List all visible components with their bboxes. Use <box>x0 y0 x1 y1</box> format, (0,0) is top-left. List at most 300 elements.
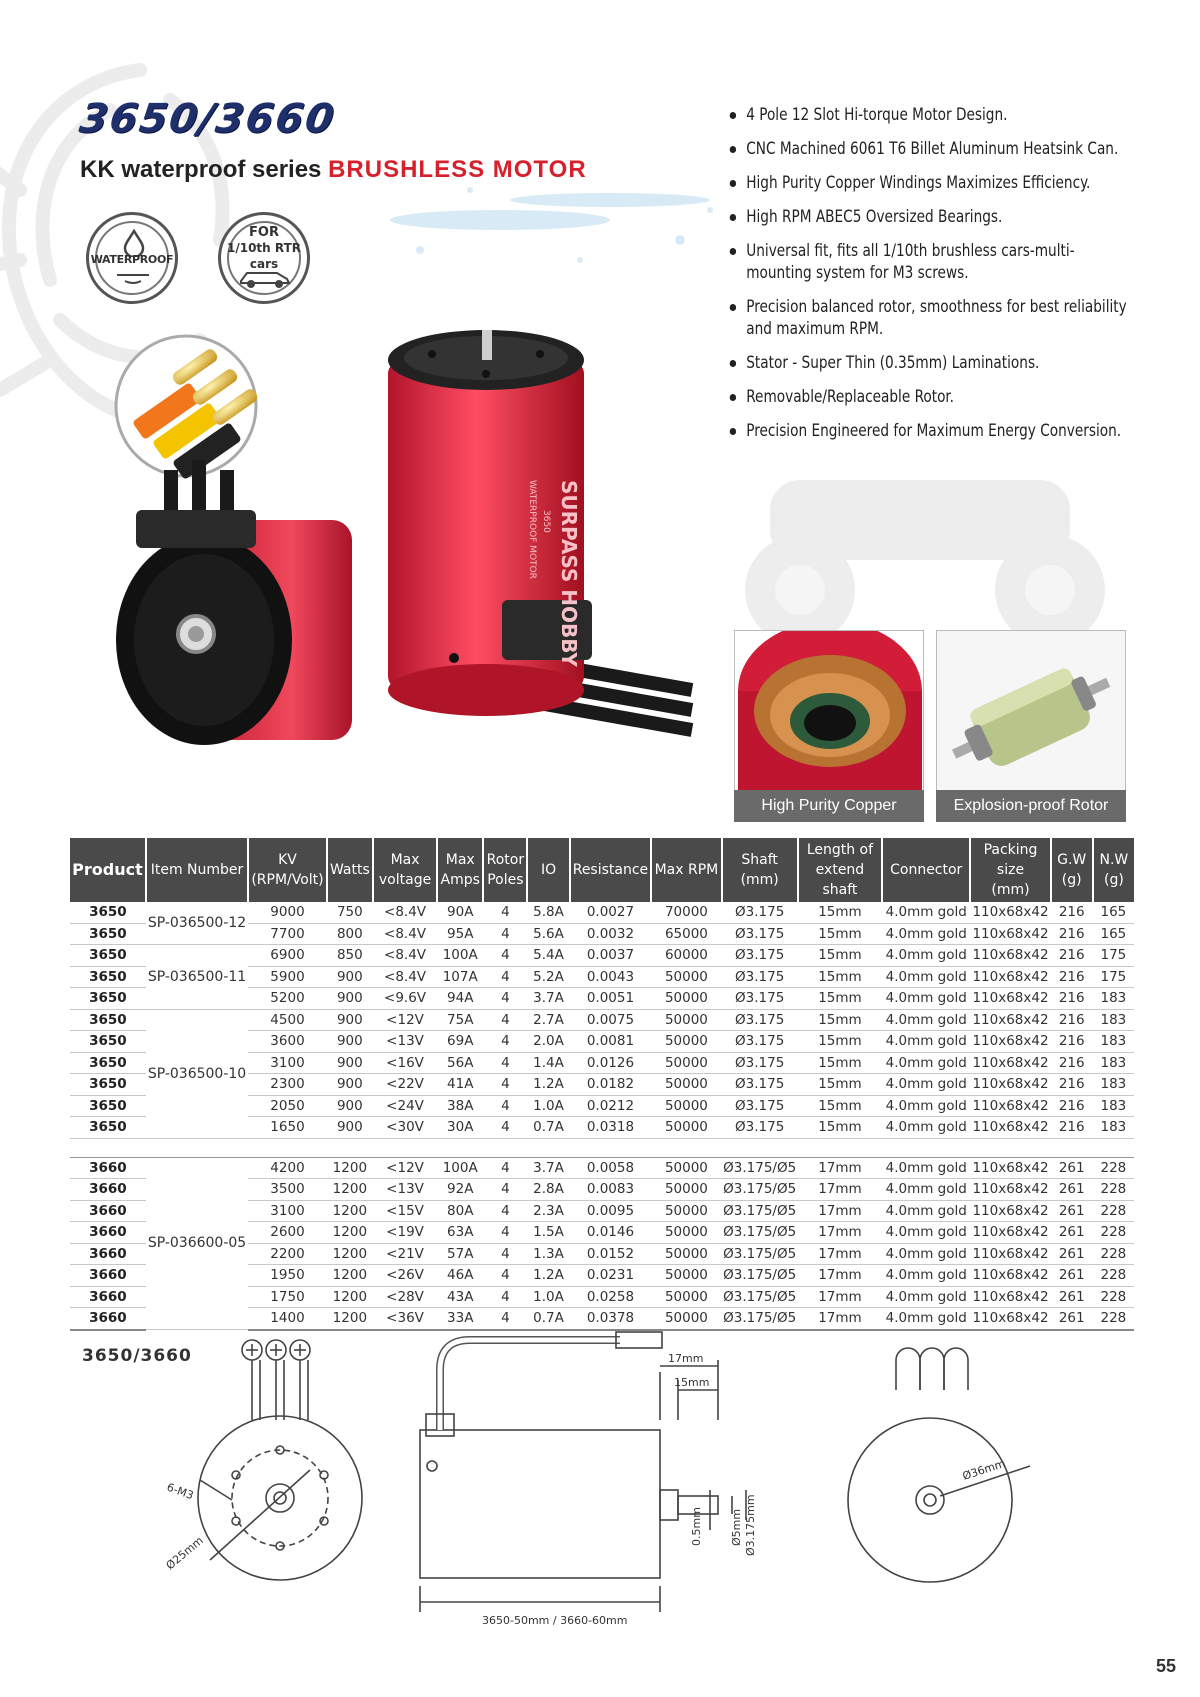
table-cell: 1.0A <box>527 1286 569 1308</box>
table-cell: Ø3.175 <box>722 1009 798 1031</box>
table-cell: 1950 <box>248 1265 327 1287</box>
table-cell: Ø3.175/Ø5 <box>722 1243 798 1265</box>
rtr-cars-badge <box>218 212 310 304</box>
table-cell: 110x68x42 <box>970 1200 1050 1222</box>
table-cell: 216 <box>1051 1117 1093 1139</box>
length-15-label: 15mm <box>674 1376 710 1389</box>
table-cell: 1750 <box>248 1286 327 1308</box>
table-cell: 4 <box>483 1031 527 1053</box>
table-cell: Ø3.175/Ø5 <box>722 1308 798 1330</box>
table-cell: 50000 <box>651 1157 721 1179</box>
table-cell: 0.0032 <box>570 923 652 945</box>
table-cell: 15mm <box>798 1009 882 1031</box>
cell-product: 3650 <box>70 1074 146 1096</box>
table-cell: 95A <box>437 923 483 945</box>
table-cell: 50000 <box>651 1117 721 1139</box>
table-cell: 4.0mm gold <box>882 923 970 945</box>
cell-product: 3660 <box>70 1157 146 1179</box>
table-cell: 5.6A <box>527 923 569 945</box>
table-cell: 1.5A <box>527 1222 569 1244</box>
cell-product: 3660 <box>70 1200 146 1222</box>
header-connector: Connector <box>882 838 970 902</box>
table-cell: 1200 <box>327 1286 373 1308</box>
cell-product: 3660 <box>70 1265 146 1287</box>
table-cell: 750 <box>327 902 373 923</box>
table-cell: 110x68x42 <box>970 923 1050 945</box>
table-cell: <21V <box>373 1243 437 1265</box>
table-cell: 15mm <box>798 1031 882 1053</box>
table-cell: <22V <box>373 1074 437 1096</box>
table-cell: 50000 <box>651 1009 721 1031</box>
table-cell: 107A <box>437 966 483 988</box>
table-cell: 261 <box>1051 1286 1093 1308</box>
table-cell: 261 <box>1051 1308 1093 1330</box>
table-cell: 216 <box>1051 1009 1093 1031</box>
table-cell: 110x68x42 <box>970 1095 1050 1117</box>
table-cell: Ø3.175/Ø5 <box>722 1286 798 1308</box>
table-cell: 2600 <box>248 1222 327 1244</box>
table-cell: 228 <box>1093 1179 1134 1201</box>
header-product: Product <box>70 838 146 902</box>
table-row <box>70 1009 1134 1031</box>
table-cell: 1200 <box>327 1179 373 1201</box>
table-cell: 165 <box>1093 923 1134 945</box>
table-cell: 15mm <box>798 945 882 967</box>
table-cell: 4.0mm gold <box>882 1222 970 1244</box>
table-cell: 0.0083 <box>570 1179 652 1201</box>
table-cell: 4 <box>483 1052 527 1074</box>
table-cell: 4200 <box>248 1157 327 1179</box>
table-cell: 50000 <box>651 1265 721 1287</box>
table-cell: 110x68x42 <box>970 1009 1050 1031</box>
table-cell: 3.7A <box>527 1157 569 1179</box>
table-cell: 1200 <box>327 1243 373 1265</box>
table-cell: Ø3.175 <box>722 1117 798 1139</box>
table-cell: 56A <box>437 1052 483 1074</box>
header-max-voltage: Max voltage <box>373 838 437 902</box>
table-cell: Ø3.175 <box>722 923 798 945</box>
feature-item: Precision Engineered for Maximum Energy Conversion. <box>726 420 1131 442</box>
table-cell: 183 <box>1093 1031 1134 1053</box>
table-cell: 4.0mm gold <box>882 1074 970 1096</box>
table-cell: 0.0231 <box>570 1265 652 1287</box>
table-cell: 900 <box>327 1074 373 1096</box>
table-cell: 0.0027 <box>570 902 652 923</box>
table-cell: 4 <box>483 1243 527 1265</box>
header-item-number: Item Number <box>146 838 248 902</box>
table-cell: 4 <box>483 966 527 988</box>
table-cell: 110x68x42 <box>970 1265 1050 1287</box>
table-cell: 900 <box>327 966 373 988</box>
table-cell: 0.0182 <box>570 1074 652 1096</box>
table-cell: 900 <box>327 988 373 1010</box>
table-cell: 1650 <box>248 1117 327 1139</box>
table-cell: 33A <box>437 1308 483 1330</box>
front-view-drawing <box>198 1340 362 1580</box>
table-cell: 4 <box>483 1095 527 1117</box>
table-cell: 4.0mm gold <box>882 1286 970 1308</box>
table-cell: 60000 <box>651 945 721 967</box>
table-cell: 17mm <box>798 1265 882 1287</box>
header-shaft: Shaft (mm) <box>722 838 798 902</box>
table-cell: 4 <box>483 1157 527 1179</box>
table-cell: 183 <box>1093 1117 1134 1139</box>
table-cell: <12V <box>373 1157 437 1179</box>
table-cell: 165 <box>1093 902 1134 923</box>
table-cell: 216 <box>1051 923 1093 945</box>
table-cell: 183 <box>1093 1009 1134 1031</box>
table-cell: 41A <box>437 1074 483 1096</box>
table-cell: Ø3.175 <box>722 1095 798 1117</box>
table-cell: 0.0037 <box>570 945 652 967</box>
cell-product: 3650 <box>70 1031 146 1053</box>
table-cell: 4 <box>483 1074 527 1096</box>
table-cell: 1.2A <box>527 1265 569 1287</box>
table-cell: 0.0258 <box>570 1286 652 1308</box>
table-cell: 5900 <box>248 966 327 988</box>
table-cell: 4.0mm gold <box>882 1308 970 1330</box>
motor-brand-text: SURPASS HOBBY <box>557 480 581 667</box>
table-spacer-row <box>70 1138 1134 1157</box>
table-cell: 4 <box>483 1265 527 1287</box>
table-cell: 0.0081 <box>570 1031 652 1053</box>
table-cell: 1400 <box>248 1308 327 1330</box>
table-cell: 1200 <box>327 1222 373 1244</box>
table-cell: 228 <box>1093 1200 1134 1222</box>
table-cell: 70000 <box>651 902 721 923</box>
table-cell: 63A <box>437 1222 483 1244</box>
table-cell: Ø3.175 <box>722 1052 798 1074</box>
table-cell: 175 <box>1093 945 1134 967</box>
table-cell: 183 <box>1093 1074 1134 1096</box>
cell-item-number: SP-036500-11 <box>146 945 248 1010</box>
cell-product: 3650 <box>70 1117 146 1139</box>
table-cell: 850 <box>327 945 373 967</box>
table-cell: 4 <box>483 1179 527 1201</box>
table-cell: 15mm <box>798 1117 882 1139</box>
diameter-label: Ø36mm <box>960 1456 1007 1483</box>
car-icon <box>237 267 293 289</box>
table-cell: 216 <box>1051 902 1093 923</box>
table-cell: <19V <box>373 1222 437 1244</box>
table-cell: 50000 <box>651 1031 721 1053</box>
table-cell: 0.7A <box>527 1117 569 1139</box>
body-length-label: 3650-50mm / 3660-60mm <box>482 1614 628 1627</box>
model-title: 3650/3660 <box>76 96 339 142</box>
table-cell: 110x68x42 <box>970 1286 1050 1308</box>
table-cell: 216 <box>1051 966 1093 988</box>
table-cell: 2.0A <box>527 1031 569 1053</box>
series-name: KK waterproof series <box>80 156 322 183</box>
table-cell: 4.0mm gold <box>882 1095 970 1117</box>
table-cell: 17mm <box>798 1222 882 1244</box>
table-cell: 110x68x42 <box>970 945 1050 967</box>
table-cell: 4 <box>483 1286 527 1308</box>
rotor-image <box>937 631 1126 808</box>
table-cell: 50000 <box>651 1308 721 1330</box>
table-cell: 2.3A <box>527 1200 569 1222</box>
table-cell: 50000 <box>651 988 721 1010</box>
windings-caption: High Purity Copper <box>734 790 924 822</box>
table-cell: 261 <box>1051 1179 1093 1201</box>
table-cell: 17mm <box>798 1286 882 1308</box>
table-cell: 261 <box>1051 1265 1093 1287</box>
table-cell: 228 <box>1093 1265 1134 1287</box>
table-cell: 38A <box>437 1095 483 1117</box>
motor-model-text: 3650 <box>541 510 551 533</box>
waterproof-badge <box>86 212 178 304</box>
table-row <box>70 1157 1134 1179</box>
table-cell: 50000 <box>651 1074 721 1096</box>
table-cell: 0.0043 <box>570 966 652 988</box>
table-row <box>70 902 1134 923</box>
length-17-label: 17mm <box>668 1352 704 1365</box>
table-cell: 110x68x42 <box>970 902 1050 923</box>
table-cell: 4.0mm gold <box>882 1052 970 1074</box>
table-cell: 216 <box>1051 1031 1093 1053</box>
table-cell: 4 <box>483 902 527 923</box>
cell-product: 3650 <box>70 945 146 967</box>
cell-product: 3650 <box>70 966 146 988</box>
table-cell: Ø3.175/Ø5 <box>722 1265 798 1287</box>
table-cell: 50000 <box>651 1286 721 1308</box>
table-cell: 183 <box>1093 1052 1134 1074</box>
feature-list <box>726 104 1166 454</box>
copper-windings-photo <box>734 630 924 808</box>
table-cell: 110x68x42 <box>970 1308 1050 1330</box>
table-cell: 900 <box>327 1095 373 1117</box>
table-header-row <box>70 838 1134 902</box>
table-cell: 110x68x42 <box>970 1052 1050 1074</box>
table-cell: 228 <box>1093 1286 1134 1308</box>
table-cell: <13V <box>373 1179 437 1201</box>
table-cell: 50000 <box>651 1200 721 1222</box>
spec-table <box>70 838 1134 1331</box>
table-cell: 110x68x42 <box>970 1179 1050 1201</box>
table-cell: 57A <box>437 1243 483 1265</box>
table-cell: 1200 <box>327 1265 373 1287</box>
table-cell: 15mm <box>798 923 882 945</box>
table-cell: Ø3.175 <box>722 945 798 967</box>
table-cell: 900 <box>327 1052 373 1074</box>
table-cell: 4.0mm gold <box>882 1243 970 1265</box>
header-gross-weight: G.W (g) <box>1051 838 1093 902</box>
table-cell: Ø3.175 <box>722 1031 798 1053</box>
table-cell: 100A <box>437 945 483 967</box>
table-cell: <8.4V <box>373 966 437 988</box>
technical-drawings <box>60 1330 1150 1630</box>
table-cell: 5200 <box>248 988 327 1010</box>
feature-item: High Purity Copper Windings Maximizes Efficiency. <box>726 172 1131 194</box>
table-cell: 900 <box>327 1117 373 1139</box>
cell-product: 3650 <box>70 1095 146 1117</box>
table-cell: <16V <box>373 1052 437 1074</box>
motor-product-image <box>92 330 732 790</box>
cell-product: 3650 <box>70 988 146 1010</box>
header-io: IO <box>527 838 569 902</box>
table-cell: 216 <box>1051 988 1093 1010</box>
feature-item: High RPM ABEC5 Oversized Bearings. <box>726 206 1131 228</box>
table-cell: 94A <box>437 988 483 1010</box>
table-cell: 15mm <box>798 966 882 988</box>
page-number: 55 <box>1156 1656 1177 1676</box>
table-cell: 50000 <box>651 1095 721 1117</box>
table-cell: 4500 <box>248 1009 327 1031</box>
table-cell: <13V <box>373 1031 437 1053</box>
header-net-weight: N.W (g) <box>1093 838 1134 902</box>
series-subtitle <box>80 156 587 184</box>
step-label: 0.5mm <box>690 1507 703 1546</box>
shaft-5-label: Ø5mm <box>730 1508 743 1546</box>
table-cell: 216 <box>1051 1074 1093 1096</box>
table-cell: 110x68x42 <box>970 966 1050 988</box>
cell-product: 3660 <box>70 1286 146 1308</box>
feature-item: 4 Pole 12 Slot Hi-torque Motor Design. <box>726 104 1131 126</box>
table-cell: 175 <box>1093 966 1134 988</box>
side-view-drawing <box>420 1332 746 1612</box>
table-cell: <30V <box>373 1117 437 1139</box>
cell-product: 3660 <box>70 1222 146 1244</box>
table-cell: 4 <box>483 923 527 945</box>
table-cell: 228 <box>1093 1308 1134 1330</box>
table-cell: 3.7A <box>527 988 569 1010</box>
table-cell: 69A <box>437 1031 483 1053</box>
table-cell: 228 <box>1093 1222 1134 1244</box>
table-cell: 6900 <box>248 945 327 967</box>
table-cell: <28V <box>373 1286 437 1308</box>
table-row <box>70 945 1134 967</box>
table-cell: <8.4V <box>373 945 437 967</box>
table-cell: 3500 <box>248 1179 327 1201</box>
table-cell: <15V <box>373 1200 437 1222</box>
table-cell: 183 <box>1093 1095 1134 1117</box>
table-cell: 0.0075 <box>570 1009 652 1031</box>
table-cell: Ø3.175 <box>722 1074 798 1096</box>
table-cell: 4.0mm gold <box>882 988 970 1010</box>
water-waves-icon <box>115 271 151 287</box>
table-cell: 50000 <box>651 1052 721 1074</box>
table-cell: 228 <box>1093 1157 1134 1179</box>
shaft-3175-label: Ø3.175mm <box>744 1494 757 1556</box>
table-cell: 75A <box>437 1009 483 1031</box>
table-cell: 110x68x42 <box>970 1074 1050 1096</box>
table-cell: 5.4A <box>527 945 569 967</box>
table-cell: 4.0mm gold <box>882 1157 970 1179</box>
table-cell: 2300 <box>248 1074 327 1096</box>
table-cell: 0.7A <box>527 1308 569 1330</box>
table-cell: 15mm <box>798 1074 882 1096</box>
table-cell: Ø3.175/Ø5 <box>722 1222 798 1244</box>
table-cell: 1.0A <box>527 1095 569 1117</box>
table-cell: 2200 <box>248 1243 327 1265</box>
table-cell: 92A <box>437 1179 483 1201</box>
table-cell: Ø3.175 <box>722 988 798 1010</box>
table-cell: 261 <box>1051 1200 1093 1222</box>
rotor-caption: Explosion-proof Rotor <box>936 790 1126 822</box>
table-cell: 4 <box>483 945 527 967</box>
table-cell: 110x68x42 <box>970 1222 1050 1244</box>
table-cell: 15mm <box>798 1095 882 1117</box>
table-cell: 50000 <box>651 1222 721 1244</box>
table-cell: 0.0051 <box>570 988 652 1010</box>
table-cell: 4.0mm gold <box>882 902 970 923</box>
table-cell: 110x68x42 <box>970 1243 1050 1265</box>
table-cell: 4.0mm gold <box>882 1200 970 1222</box>
cell-product: 3650 <box>70 1009 146 1031</box>
table-cell: 100A <box>437 1157 483 1179</box>
header-shaft-length: Length of extend shaft <box>798 838 882 902</box>
table-cell: 0.0378 <box>570 1308 652 1330</box>
cell-product: 3650 <box>70 1052 146 1074</box>
table-cell: <36V <box>373 1308 437 1330</box>
header-kv: KV (RPM/Volt) <box>248 838 327 902</box>
cell-item-number: SP-036500-12 <box>146 902 248 945</box>
table-cell: 1200 <box>327 1157 373 1179</box>
table-cell: 0.0146 <box>570 1222 652 1244</box>
table-cell: 3100 <box>248 1200 327 1222</box>
table-cell: <24V <box>373 1095 437 1117</box>
table-cell: 110x68x42 <box>970 988 1050 1010</box>
feature-item: Precision balanced rotor, smoothness for best reliability and maximum RPM. <box>726 296 1131 340</box>
header-watts: Watts <box>327 838 373 902</box>
table-cell: 1.4A <box>527 1052 569 1074</box>
table-cell: 15mm <box>798 902 882 923</box>
table-cell: 15mm <box>798 988 882 1010</box>
table-cell: 3600 <box>248 1031 327 1053</box>
copper-windings-image <box>735 631 924 808</box>
table-cell: 17mm <box>798 1179 882 1201</box>
header-resistance: Resistance <box>570 838 652 902</box>
table-cell: 50000 <box>651 1179 721 1201</box>
table-cell: <8.4V <box>373 923 437 945</box>
table-cell: 261 <box>1051 1157 1093 1179</box>
table-cell: 4.0mm gold <box>882 966 970 988</box>
table-cell: Ø3.175/Ø5 <box>722 1200 798 1222</box>
header-rotor-poles: Rotor Poles <box>483 838 527 902</box>
table-cell: 1200 <box>327 1200 373 1222</box>
table-cell: 4 <box>483 1200 527 1222</box>
product-type: BRUSHLESS MOTOR <box>328 156 587 183</box>
table-cell: 1200 <box>327 1308 373 1330</box>
table-cell: 30A <box>437 1117 483 1139</box>
table-cell: 4 <box>483 988 527 1010</box>
table-cell: 0.0318 <box>570 1117 652 1139</box>
table-cell: 4.0mm gold <box>882 1117 970 1139</box>
table-cell: 46A <box>437 1265 483 1287</box>
table-cell: 0.0152 <box>570 1243 652 1265</box>
table-cell: 2.7A <box>527 1009 569 1031</box>
table-cell: 0.0126 <box>570 1052 652 1074</box>
table-cell: Ø3.175 <box>722 966 798 988</box>
table-cell: 5.8A <box>527 902 569 923</box>
table-cell: 17mm <box>798 1200 882 1222</box>
table-cell: 4.0mm gold <box>882 945 970 967</box>
mount-holes-label: 6-M3 <box>164 1480 196 1503</box>
table-cell: 261 <box>1051 1243 1093 1265</box>
rtr-badge-line2: 1/10th RTR <box>226 241 301 255</box>
connector-inset <box>116 336 259 480</box>
cell-product: 3650 <box>70 902 146 923</box>
header-max-amps: Max Amps <box>437 838 483 902</box>
table-cell: 4 <box>483 1009 527 1031</box>
table-cell: 216 <box>1051 1052 1093 1074</box>
table-cell: 80A <box>437 1200 483 1222</box>
table-cell: 216 <box>1051 945 1093 967</box>
waterproof-badge-label: WATERPROOF <box>90 253 174 266</box>
table-cell: 2050 <box>248 1095 327 1117</box>
feature-item: CNC Machined 6061 T6 Billet Aluminum Heatsink Can. <box>726 138 1131 160</box>
table-cell: Ø3.175 <box>722 902 798 923</box>
